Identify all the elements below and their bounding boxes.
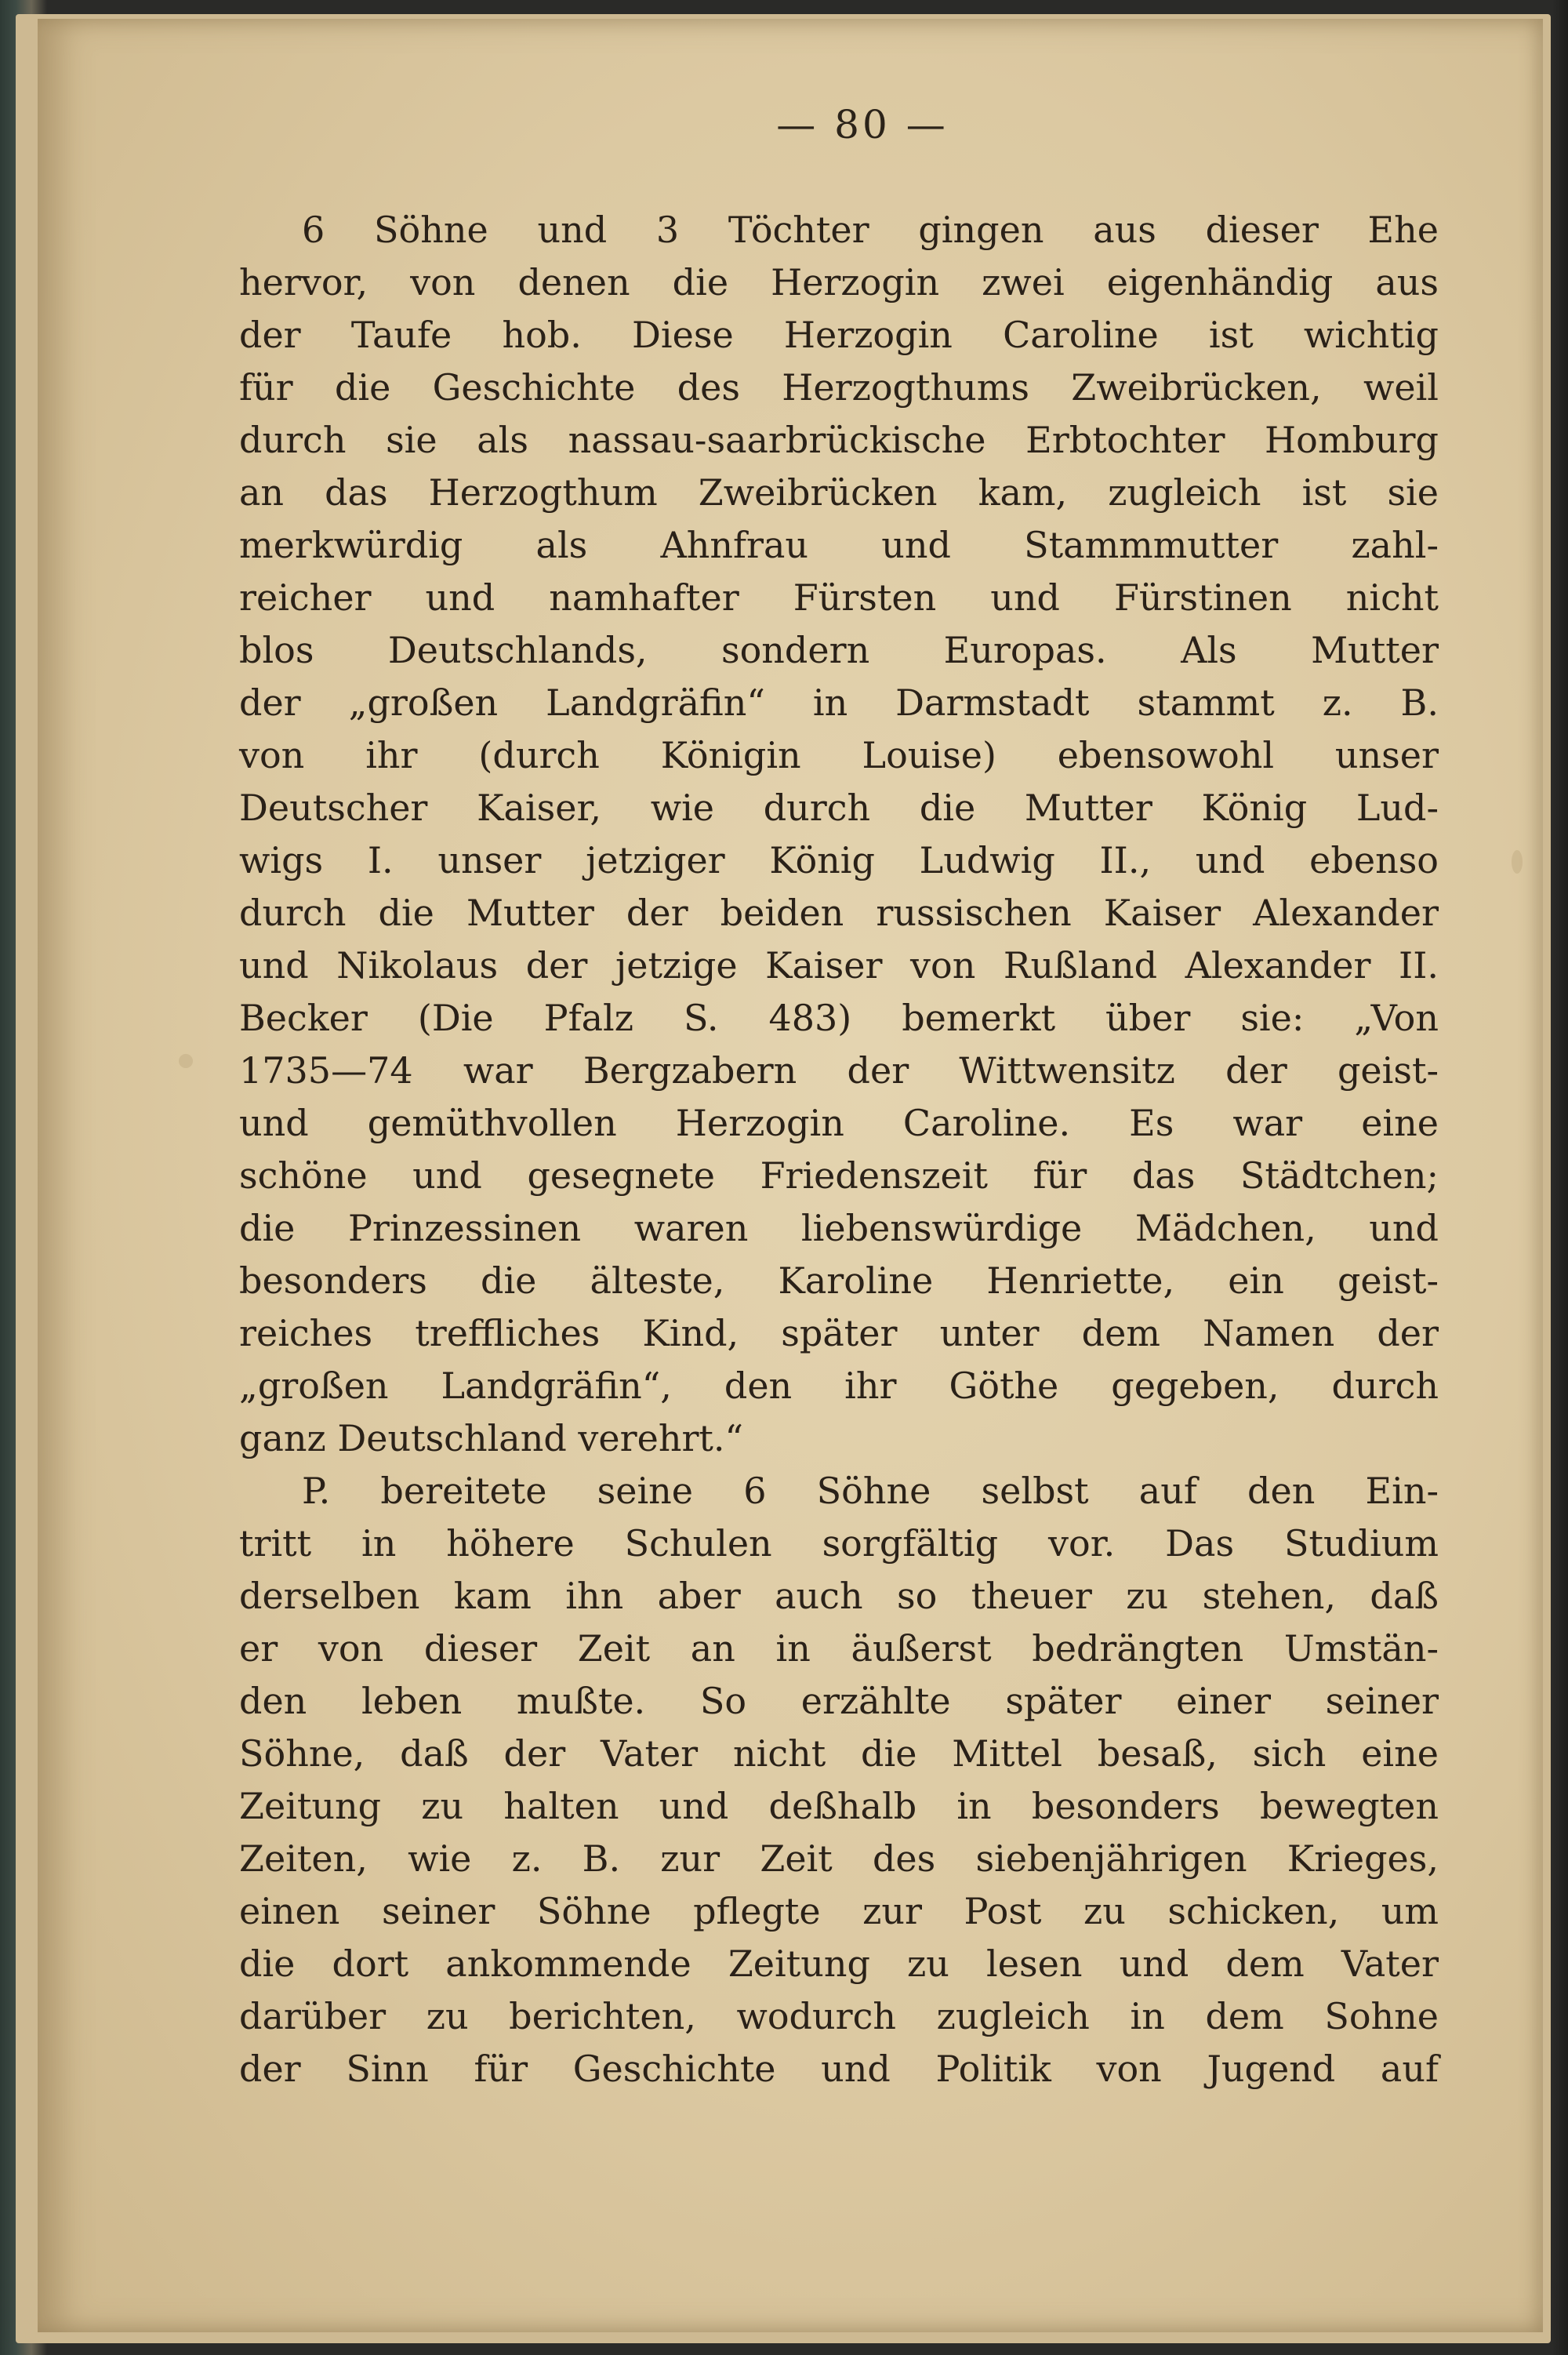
text-line: den leben mußte. So erzählte später einer seiner	[239, 1680, 1439, 1722]
text-line: reiches treffliches Kind, später unter dem Namen der	[239, 1312, 1439, 1354]
text-line: an das Herzogthum Zweibrücken kam, zugleich ist sie	[239, 471, 1439, 514]
text-line: Zeitung zu halten und deßhalb in besonders bewegten	[239, 1785, 1439, 1827]
text-line: tritt in höhere Schulen sorgfältig vor. Das Studium	[239, 1522, 1439, 1565]
text-line: derselben kam ihn aber auch so theuer zu stehen, daß	[239, 1575, 1439, 1617]
text-line: besonders die älteste, Karoline Henriette, ein geist-	[239, 1259, 1439, 1302]
paper-spot	[1512, 850, 1523, 874]
text-line: der Sinn für Geschichte und Politik von Jugend auf	[239, 2048, 1439, 2090]
text-line: hervor, von denen die Herzogin zwei eigenhändig aus	[239, 261, 1439, 303]
text-line: der Taufe hob. Diese Herzogin Caroline ist wichtig	[239, 314, 1439, 356]
text-line: die Prinzessinen waren liebenswürdige Mädchen, und	[239, 1207, 1439, 1249]
text-line: ganz Deutschland verehrt.“	[239, 1417, 744, 1459]
text-line: wigs I. unser jetziger König Ludwig II., und ebenso	[239, 839, 1439, 881]
page-number: — 80 —	[776, 102, 949, 147]
paragraph-2	[239, 1465, 1439, 2095]
text-line: für die Geschichte des Herzogthums Zweibrücken, weil	[239, 366, 1439, 409]
text-line: Deutscher Kaiser, wie durch die Mutter König Lud-	[239, 787, 1439, 829]
text-line: einen seiner Söhne pflegte zur Post zu schicken, um	[239, 1890, 1439, 1932]
text-line: von ihr (durch Königin Louise) ebensowohl unser	[239, 734, 1439, 776]
text-line: durch die Mutter der beiden russischen Kaiser Alexander	[239, 892, 1439, 934]
paragraph-1	[239, 204, 1439, 1465]
text-line: Söhne, daß der Vater nicht die Mittel besaß, sich eine	[239, 1732, 1439, 1775]
text-line: der „großen Landgräfin“ in Darmstadt stammt z. B.	[239, 681, 1439, 724]
text-line: blos Deutschlands, sondern Europas. Als Mutter	[239, 629, 1439, 671]
paper-spot	[179, 1054, 193, 1068]
text-line: und Nikolaus der jetzige Kaiser von Rußland Alexander II.	[239, 944, 1439, 987]
text-line: und gemüthvollen Herzogin Caroline. Es war eine	[239, 1102, 1439, 1144]
text-line: darüber zu berichten, wodurch zugleich in dem Sohne	[239, 1995, 1439, 2037]
text-line: 1735—74 war Bergzabern der Wittwensitz der geist-	[239, 1049, 1439, 1092]
text-line: durch sie als nassau-saarbrückische Erbtochter Homburg	[239, 419, 1439, 461]
text-line: Zeiten, wie z. B. zur Zeit des siebenjährigen Krieges,	[239, 1837, 1439, 1880]
text-line: schöne und gesegnete Friedenszeit für das Städtchen;	[239, 1154, 1439, 1197]
text-line: merkwürdig als Ahnfrau und Stammmutter zahl-	[239, 524, 1439, 566]
text-line: er von dieser Zeit an in äußerst bedrängten Umstän-	[239, 1627, 1439, 1670]
text-line: reicher und namhafter Fürsten und Fürstinen nicht	[239, 576, 1439, 619]
text-line: P. bereitete seine 6 Söhne selbst auf den Ein-	[302, 1470, 1439, 1512]
text-line: 6 Söhne und 3 Töchter gingen aus dieser Ehe	[302, 209, 1439, 251]
text-line: „großen Landgräfin“, den ihr Göthe gegeben, durch	[239, 1365, 1439, 1407]
text-line: die dort ankommende Zeitung zu lesen und dem Vater	[239, 1943, 1439, 1985]
body-text	[239, 204, 1439, 2095]
text-line: Becker (Die Pfalz S. 483) bemerkt über sie: „Von	[239, 997, 1439, 1039]
